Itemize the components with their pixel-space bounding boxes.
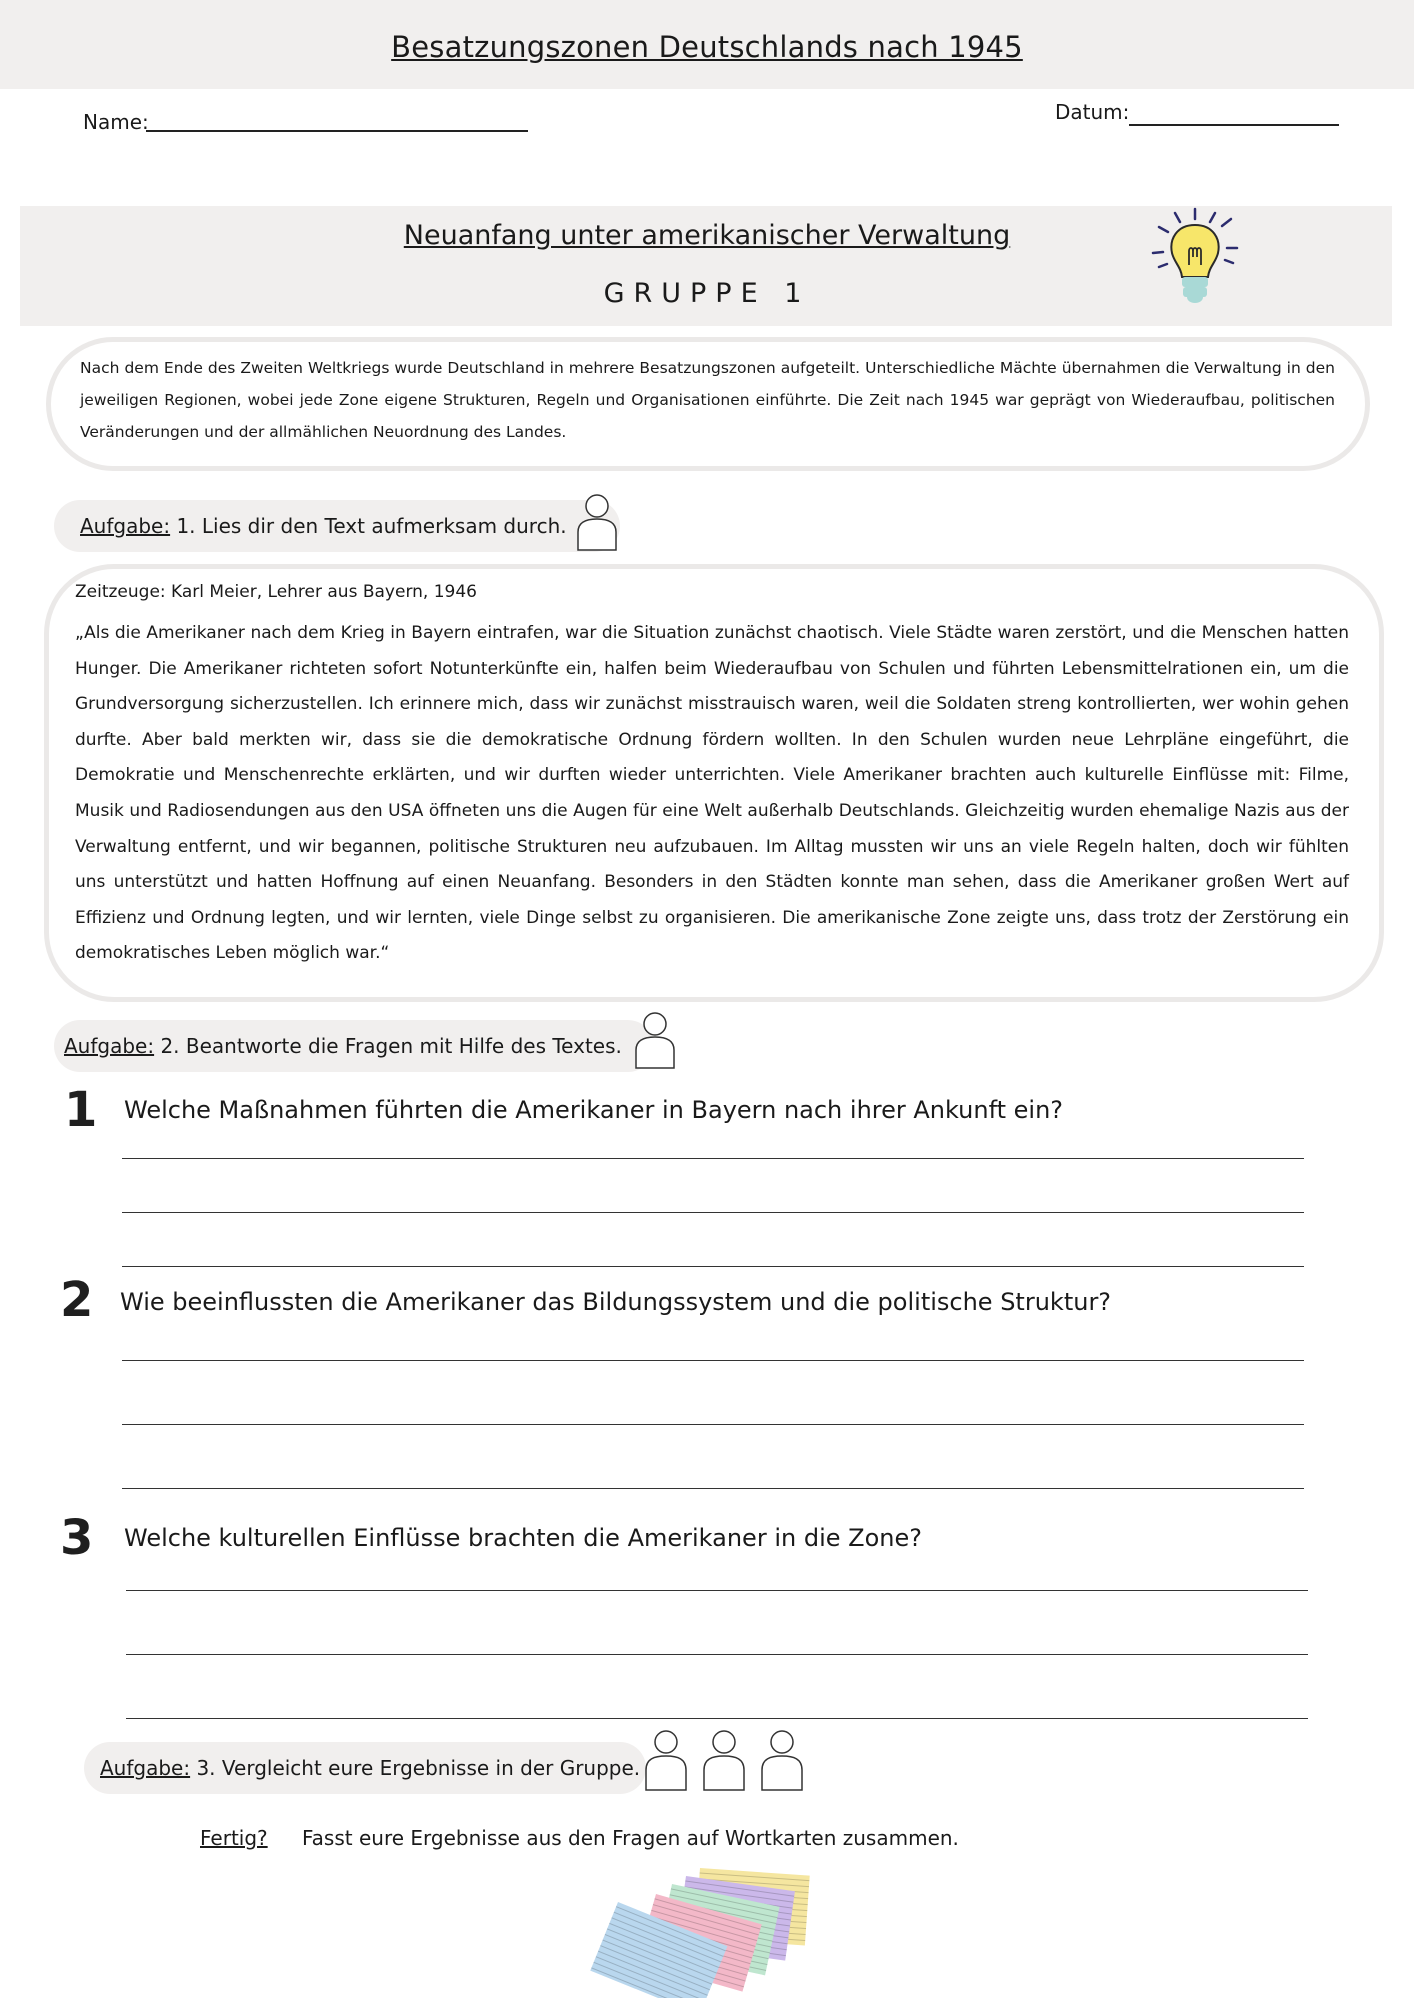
question-2-text: Wie beeinflussten die Amerikaner das Bildungssystem und die politische Struktur? [120,1288,1112,1316]
group-label: GRUPPE 1 [603,278,811,309]
task2-label: Aufgabe: [64,1034,155,1058]
page-title: Besatzungszonen Deutschlands nach 1945 [391,30,1023,64]
task3-text: 3. Vergleicht eure Ergebnisse in der Gruppe. [190,1756,641,1780]
witness-text: „Als die Amerikaner nach dem Krieg in Bayern eintrafen, war die Situation zunächst chaotisch. Viele Städte waren zerstört, und die Menschen hatten Hunger. Die Amerikaner richteten sofort Notunterkünfte ein, halfen beim Wiederaufbau von Schulen und führten Lebensmittelrationen ein, um die Grundversorgung sicherzustellen. Ich erinnere mich, dass wir zunächst misstrauisch waren, weil die Soldaten streng kontrollierten, wer wohin gehen durfte. Aber bald merkten wir, dass sie die demokratische Ordnung fördern wollten. In den Schulen wurden neue Lehrpläne eingeführt, die Demokratie und Menschenrechte erklärten, und wir durften wieder unterrichten. Viele Amerikaner brachten auch kulturelle Einflüsse mit: Filme, Musik und Radiosendungen aus den USA öffneten uns die Augen für eine Welt außerhalb Deutschlands. Gleichzeitig wurden ehemalige Nazis aus der Verwaltung entfernt, und wir begannen, politische Strukturen neu aufzubauen. Im Alltag mussten wir uns an viele Regeln halten, doch wir fühlten uns unterstützt und hatten Hoffnung auf einen Neuanfang. Besonders in den Städten konnte man sehen, dass die Amerikaner großen Wert auf Effizienz und Ordnung legten, und wir lernten, viele Dinge selbst zu organisieren. Die amerikanische Zone zeigte uns, dass trotz der Zerstörung ein demokratisches Leben möglich war.“ [75,623,1349,964]
group-icon [642,1728,810,1794]
answer-line[interactable] [122,1266,1304,1267]
witness-heading: Zeitzeuge: Karl Meier, Lehrer aus Bayern, 1946 [75,582,477,602]
person-icon [574,492,620,554]
finish-label: Fertig? [200,1826,268,1850]
lightbulb-icon [1145,205,1245,320]
name-label: Name: [83,110,149,134]
task3-label: Aufgabe: [100,1756,191,1780]
answer-line[interactable] [126,1590,1308,1591]
task3-pill [84,1742,646,1794]
question-2-number: 2 [60,1272,94,1328]
intro-text: Nach dem Ende des Zweiten Weltkriegs wurde Deutschland in mehrere Besatzungszonen aufgeteilt. Unterschiedliche Mächte übernahmen die Verwaltung in den jeweiligen Regionen, wobei jede Zone eigene Strukturen, Regeln und Organisationen einführte. Die Zeit nach 1945 war geprägt von Wiederaufbau, politischen Veränderungen und der allmählichen Neuordnung des Landes. [80,359,1335,441]
answer-line[interactable] [122,1212,1304,1213]
question-1-text: Welche Maßnahmen führten die Amerikaner in Bayern nach ihrer Ankunft ein? [124,1096,1064,1124]
answer-line[interactable] [122,1424,1304,1425]
answer-line[interactable] [126,1654,1308,1655]
task1-label: Aufgabe: [80,514,171,538]
task1-pill [54,500,620,552]
date-field[interactable] [1129,124,1339,126]
index-cards-icon [588,1862,828,1998]
answer-line[interactable] [122,1488,1304,1489]
task2-text: 2. Beantworte die Fragen mit Hilfe des Textes. [154,1034,622,1058]
person-icon [632,1010,678,1072]
answer-line[interactable] [126,1718,1308,1719]
finish-text: Fasst eure Ergebnisse aus den Fragen auf Wortkarten zusammen. [302,1826,959,1850]
question-3-text: Welche kulturellen Einflüsse brachten die Amerikaner in die Zone? [124,1524,922,1552]
task2-pill [54,1020,654,1072]
task1-text: 1. Lies dir den Text aufmerksam durch. [170,514,567,538]
section-subtitle: Neuanfang unter amerikanischer Verwaltung [403,220,1011,251]
answer-line[interactable] [122,1158,1304,1159]
name-field[interactable] [146,130,528,132]
answer-line[interactable] [122,1360,1304,1361]
question-3-number: 3 [60,1510,94,1566]
date-label: Datum: [1055,100,1130,124]
question-1-number: 1 [64,1082,98,1138]
